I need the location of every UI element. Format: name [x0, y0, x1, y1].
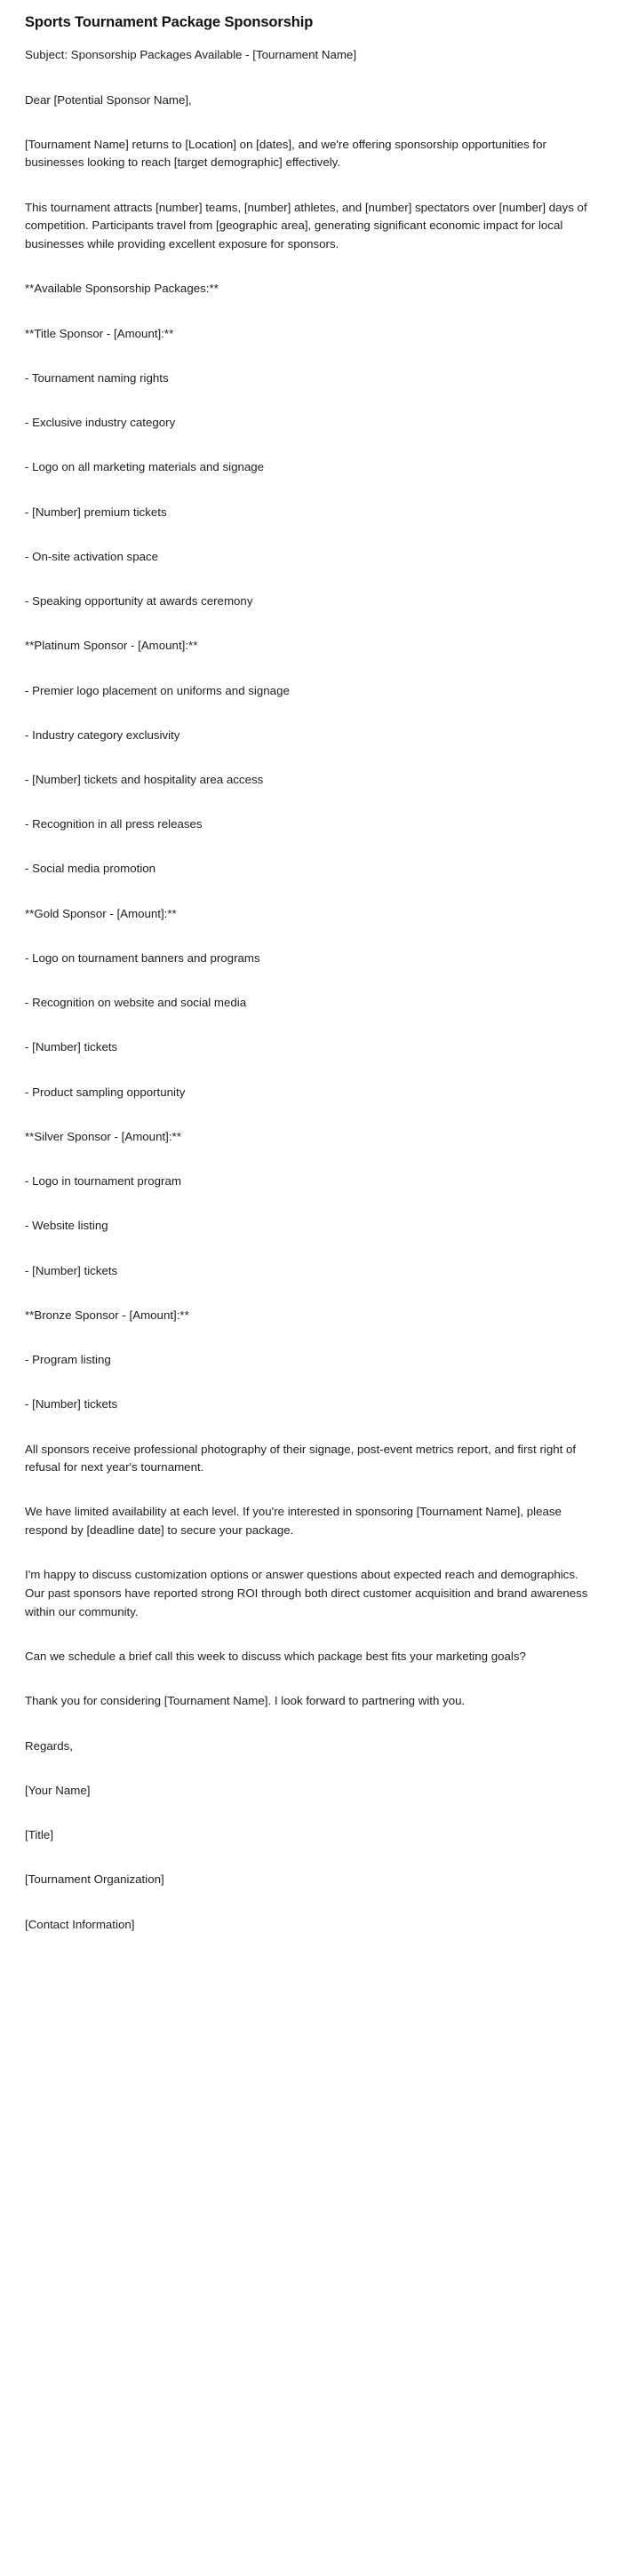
signature-line: [Your Name]	[25, 1783, 91, 1797]
benefit-list-item: - Logo on all marketing materials and signage	[25, 460, 265, 474]
benefit-list-item: - [Number] premium tickets	[25, 505, 167, 519]
document-paragraph: All sponsors receive professional photography of their signage, post-event metrics report, and first right of refusal for next year's tournament.	[25, 1442, 579, 1475]
benefit-list-item: - Social media promotion	[25, 862, 156, 876]
benefit-list-item: - Industry category exclusivity	[25, 727, 180, 742]
signature-line: [Title]	[25, 1828, 54, 1842]
document-paragraph: [Tournament Name] returns to [Location] on [dates], and we're offering sponsorship opportunities for businesses looking to reach [target demographic] effectively.	[25, 137, 550, 170]
benefit-list-item: - Tournament naming rights	[25, 370, 169, 385]
benefit-list-item: - Recognition on website and social media	[25, 996, 247, 1010]
signature-line: Regards,	[25, 1738, 73, 1753]
benefit-list-item: - Product sampling opportunity	[25, 1085, 186, 1099]
benefit-list-item: - Recognition in all press releases	[25, 817, 203, 831]
benefit-list-item: - Logo on tournament banners and programs	[25, 950, 260, 965]
benefit-list-item: - On-site activation space	[25, 549, 159, 563]
document-paragraph: Can we schedule a brief call this week to discuss which package best fits your marketing goals?	[25, 1650, 526, 1664]
sponsor-tier-heading: **Silver Sponsor - [Amount]:**	[25, 1129, 181, 1143]
benefit-list-item: - Logo in tournament program	[25, 1174, 181, 1189]
benefit-list-item: - [Number] tickets	[25, 1040, 118, 1054]
benefit-list-item: - [Number] tickets	[25, 1263, 118, 1277]
sponsor-tier-heading: **Title Sponsor - [Amount]:**	[25, 326, 174, 340]
signature-line: [Contact Information]	[25, 1917, 135, 1931]
page-title: Sports Tournament Package Sponsorship	[25, 14, 314, 30]
packages-heading: **Available Sponsorship Packages:**	[25, 282, 219, 296]
benefit-list-item: - Exclusive industry category	[25, 416, 176, 430]
sponsor-tier-heading: **Platinum Sponsor - [Amount]:**	[25, 639, 198, 653]
document-paragraph: Dear [Potential Sponsor Name],	[25, 92, 192, 107]
benefit-list-item: - Program listing	[25, 1353, 111, 1367]
sponsor-tier-heading: **Bronze Sponsor - [Amount]:**	[25, 1308, 189, 1322]
signature-line: [Tournament Organization]	[25, 1872, 164, 1887]
document-paragraph: Thank you for considering [Tournament Name]. I look forward to partnering with you.	[25, 1694, 466, 1708]
benefit-list-item: - Premier logo placement on uniforms and signage	[25, 683, 290, 697]
document-content	[25, 46, 597, 1934]
document-paragraph: Subject: Sponsorship Packages Available - [Tournament Name]	[25, 48, 357, 62]
document-paragraph: I'm happy to discuss customization options or answer questions about expected reach and demographics. Our past sponsors have reported strong ROI through both direct customer acquisition and brand awareness within our community.	[25, 1568, 592, 1618]
document-paragraph: We have limited availability at each level. If you're interested in sponsoring [Tournament Name], please respond by [deadline date] to secure your package.	[25, 1505, 565, 1538]
benefit-list-item: - [Number] tickets and hospitality area access	[25, 772, 264, 786]
benefit-list-item: - Speaking opportunity at awards ceremony	[25, 594, 253, 608]
document-paragraph: This tournament attracts [number] teams, [number] athletes, and [number] spectators over [number] days of competition. Participants travel from [geographic area], generating significant economic impact for local businesses while providing excellent exposure for sponsors.	[25, 200, 591, 251]
benefit-list-item: - [Number] tickets	[25, 1397, 118, 1411]
sponsor-tier-heading: **Gold Sponsor - [Amount]:**	[25, 906, 177, 920]
benefit-list-item: - Website listing	[25, 1219, 108, 1233]
